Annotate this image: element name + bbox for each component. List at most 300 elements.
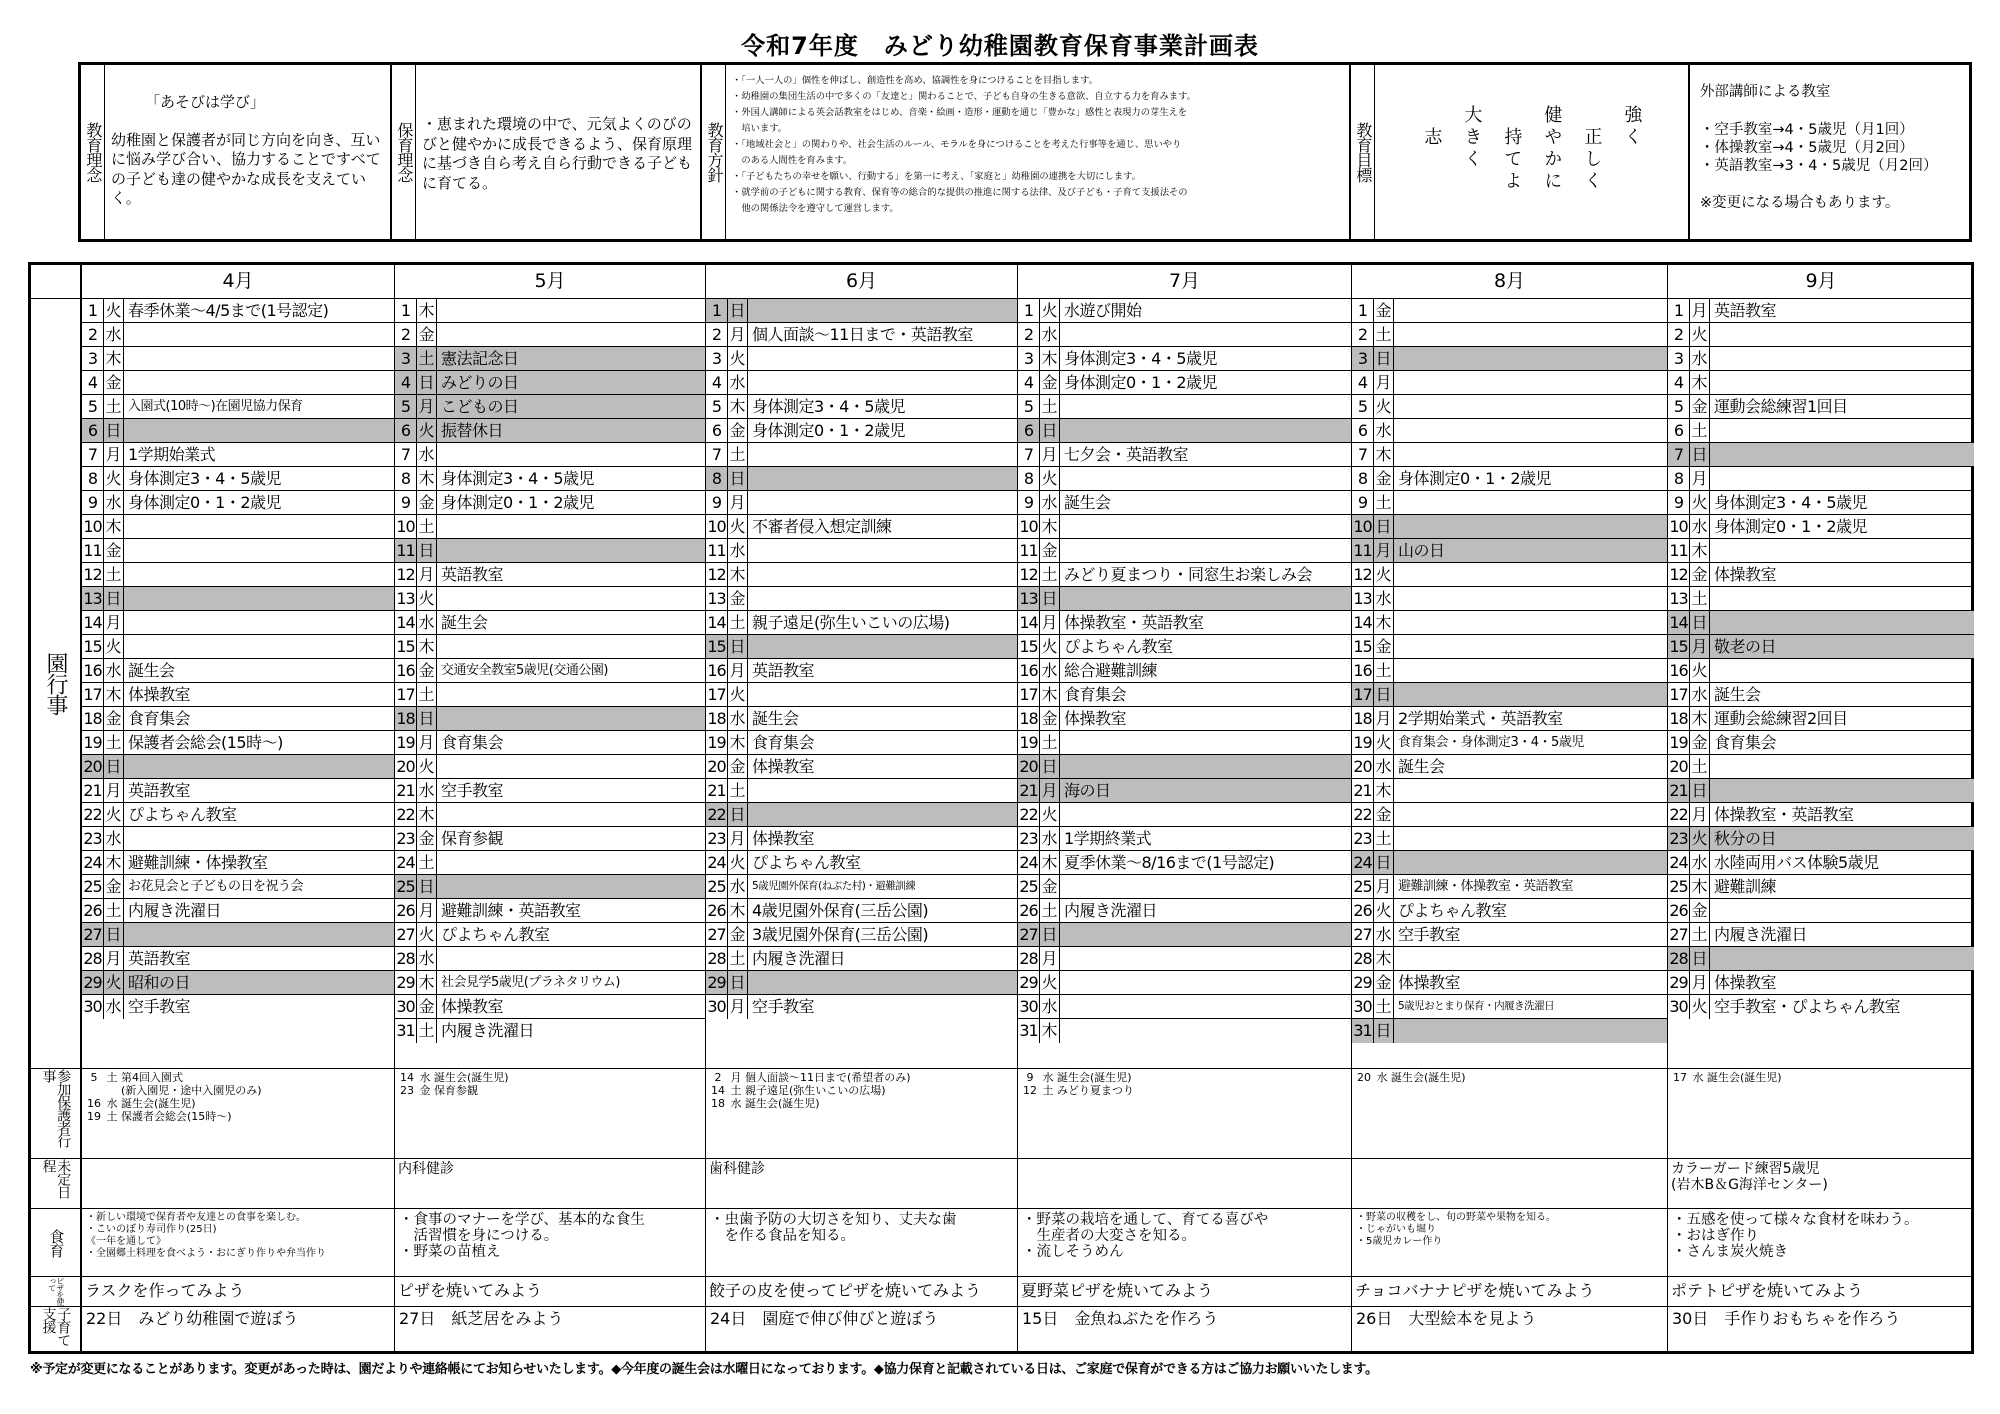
day-event: 空手教室 xyxy=(441,780,504,800)
food-row xyxy=(31,1209,1971,1277)
day-event: 内履き洗濯日 xyxy=(752,948,846,968)
weekday: 火 xyxy=(417,923,437,946)
day-row xyxy=(706,443,1017,467)
day-number: 1 xyxy=(395,299,417,322)
day-number: 26 xyxy=(395,899,417,922)
day-row xyxy=(82,659,394,683)
day-event: 誕生会 xyxy=(1064,492,1111,512)
day-number: 5 xyxy=(1018,395,1040,418)
day-row xyxy=(395,707,705,731)
weekday: 月 xyxy=(1690,803,1710,826)
day-number: 15 xyxy=(82,635,104,658)
parent-event xyxy=(398,1084,702,1097)
day-row xyxy=(1352,707,1667,731)
day-event: 運動会総練習2回目 xyxy=(1714,708,1848,728)
day-row xyxy=(1352,515,1667,539)
weekday: 水 xyxy=(1374,419,1394,442)
parent-event-weekday: 水 xyxy=(730,1097,742,1111)
day-event: 英語教室 xyxy=(128,780,191,800)
weekday: 土 xyxy=(104,899,124,922)
weekday: 月 xyxy=(1374,875,1394,898)
weekday: 金 xyxy=(104,539,124,562)
day-event: 食育集会 xyxy=(1714,732,1777,752)
month-days xyxy=(82,299,395,1069)
weekday: 月 xyxy=(104,443,124,466)
day-row xyxy=(1018,371,1351,395)
weekday: 水 xyxy=(417,779,437,802)
weekday: 月 xyxy=(728,659,748,682)
support-cell: 27日 紙芝居をみよう xyxy=(395,1307,706,1351)
day-row xyxy=(82,323,394,347)
parents-cell xyxy=(1668,1069,1974,1158)
day-event xyxy=(437,947,441,970)
weekday: 日 xyxy=(1374,851,1394,874)
day-row xyxy=(82,827,394,851)
pizza-row xyxy=(31,1277,1971,1307)
day-event xyxy=(1394,611,1398,634)
day-number: 23 xyxy=(706,827,728,850)
day-row xyxy=(706,419,1017,443)
day-number: 20 xyxy=(395,755,417,778)
day-number: 19 xyxy=(1018,731,1040,754)
weekday: 日 xyxy=(728,467,748,490)
support-cell: 26日 大型絵本を見よう xyxy=(1352,1307,1668,1351)
day-number: 8 xyxy=(395,467,417,490)
day-row xyxy=(1668,755,1974,779)
day-number: 3 xyxy=(706,347,728,370)
day-number: 5 xyxy=(82,395,104,418)
day-number: 12 xyxy=(82,563,104,586)
day-event: ぴよちゃん教室 xyxy=(441,924,550,944)
weekday: 月 xyxy=(1374,539,1394,562)
day-number: 21 xyxy=(82,779,104,802)
day-event xyxy=(124,347,128,370)
day-event xyxy=(748,779,752,802)
weekday: 月 xyxy=(728,995,748,1019)
day-number: 25 xyxy=(1668,875,1690,898)
day-row xyxy=(1668,923,1974,947)
weekday: 火 xyxy=(104,971,124,994)
day-number: 18 xyxy=(1668,707,1690,730)
day-number: 9 xyxy=(706,491,728,514)
day-number: 29 xyxy=(1668,971,1690,994)
day-row xyxy=(82,419,394,443)
day-number: 26 xyxy=(1352,899,1374,922)
month-days xyxy=(1018,299,1352,1069)
day-event: 保護者会総会(15時～) xyxy=(128,732,283,752)
day-row xyxy=(1668,947,1974,971)
day-row xyxy=(82,971,394,995)
weekday: 金 xyxy=(728,587,748,610)
day-event: 空手教室 xyxy=(128,996,191,1016)
day-row xyxy=(395,515,705,539)
weekday: 金 xyxy=(417,659,437,682)
day-number: 10 xyxy=(706,515,728,538)
day-event xyxy=(748,803,752,826)
day-event xyxy=(748,347,752,370)
weekday: 金 xyxy=(1040,707,1060,730)
day-number: 8 xyxy=(1668,467,1690,490)
day-number: 7 xyxy=(395,443,417,466)
day-number: 6 xyxy=(1018,419,1040,442)
weekday: 金 xyxy=(1374,803,1394,826)
day-event xyxy=(1710,443,1714,466)
weekday: 水 xyxy=(1374,587,1394,610)
weekday: 火 xyxy=(1374,899,1394,922)
day-number: 24 xyxy=(1668,851,1690,874)
kyoiku-rinen-body: 幼稚園と保護者が同じ方向を向き、互いに悩み学び合い、協力することですべての子ども達の健やかな成長を支えていく。 xyxy=(111,130,381,207)
day-row xyxy=(82,371,394,395)
day-event xyxy=(1710,755,1714,778)
weekday: 木 xyxy=(728,899,748,922)
day-row xyxy=(706,395,1017,419)
day-row xyxy=(706,947,1017,971)
day-row xyxy=(1352,731,1667,755)
day-row xyxy=(395,419,705,443)
day-row xyxy=(1668,395,1974,419)
day-event xyxy=(124,323,128,346)
weekday: 木 xyxy=(1040,515,1060,538)
parent-event-weekday: 水 xyxy=(1692,1071,1704,1085)
weekday: 日 xyxy=(1040,755,1060,778)
day-number: 6 xyxy=(1352,419,1374,442)
day-event xyxy=(124,587,128,610)
weekday: 月 xyxy=(1374,371,1394,394)
hoshin-line: ・就学前の子どもに関する教育、保育等の総合的な提供の推進に関する法律、及び子ども・子育て支援法その xyxy=(732,186,1188,198)
day-number: 18 xyxy=(1018,707,1040,730)
month-days xyxy=(706,299,1018,1069)
weekday: 日 xyxy=(104,587,124,610)
day-number: 13 xyxy=(82,587,104,610)
day-number: 1 xyxy=(1668,299,1690,322)
day-event xyxy=(124,563,128,586)
day-row xyxy=(82,683,394,707)
month-days xyxy=(1668,299,1974,1069)
day-event xyxy=(1394,371,1398,394)
day-event: 内履き洗濯日 xyxy=(441,1020,535,1040)
day-number: 24 xyxy=(1018,851,1040,874)
day-number: 10 xyxy=(395,515,417,538)
weekday: 火 xyxy=(1040,803,1060,826)
day-row xyxy=(1018,443,1351,467)
day-number: 12 xyxy=(1668,563,1690,586)
parent-event-day: 12 xyxy=(1023,1084,1037,1098)
day-row xyxy=(1668,875,1974,899)
day-event: 敬老の日 xyxy=(1714,636,1777,656)
day-row xyxy=(82,347,394,371)
day-row xyxy=(395,611,705,635)
day-number: 25 xyxy=(395,875,417,898)
day-event: 内履き洗濯日 xyxy=(128,900,222,920)
hoiku-rinen-body: ・恵まれた環境の中で、元気よくのびのびと健やかに成長できるよう、保育原理に基づき自ら考え自ら行動できる子どもに育てる。 xyxy=(422,115,693,192)
weekday: 金 xyxy=(417,323,437,346)
weekday: 木 xyxy=(104,347,124,370)
weekday: 木 xyxy=(1040,347,1060,370)
day-event: 身体測定3・4・5歳児 xyxy=(441,468,595,488)
day-row xyxy=(706,539,1017,563)
weekday: 月 xyxy=(104,611,124,634)
day-event xyxy=(1394,323,1398,346)
mite-cell xyxy=(1018,1159,1352,1208)
month-header: 9月 xyxy=(1805,270,1837,292)
day-number: 27 xyxy=(1352,923,1374,946)
day-event: 5歳児おとまり保育・内履き洗濯日 xyxy=(1398,999,1555,1012)
weekday: 月 xyxy=(1690,635,1710,658)
day-number: 20 xyxy=(1668,755,1690,778)
day-event xyxy=(124,827,128,850)
day-row xyxy=(1352,611,1667,635)
day-number: 16 xyxy=(1668,659,1690,682)
day-number: 21 xyxy=(1018,779,1040,802)
day-event: 避難訓練 xyxy=(1714,876,1777,896)
day-number: 4 xyxy=(395,371,417,394)
day-number: 21 xyxy=(706,779,728,802)
day-event xyxy=(1060,587,1064,610)
day-number: 7 xyxy=(1668,443,1690,466)
food-cell: ・新しい環境で保育者や友達との食事を楽しむ。 ・こいのぼり寿司作り(25日) 《一年を通して》 ・全園郷土料理を食べよう・おにぎり作りや弁当作り xyxy=(82,1209,395,1276)
day-row xyxy=(395,803,705,827)
kyoiku-rinen-head: 「あそびは学び」 xyxy=(145,93,266,111)
weekday: 日 xyxy=(728,971,748,994)
day-number: 17 xyxy=(1352,683,1374,706)
day-row xyxy=(1018,611,1351,635)
day-number: 17 xyxy=(1018,683,1040,706)
weekday: 金 xyxy=(104,707,124,730)
day-row xyxy=(706,731,1017,755)
day-event: 食育集会 xyxy=(441,732,504,752)
day-event xyxy=(124,419,128,442)
weekday: 水 xyxy=(728,539,748,562)
day-event: 身体測定3・4・5歳児 xyxy=(752,396,906,416)
parents-cell xyxy=(82,1069,395,1158)
weekday: 木 xyxy=(417,635,437,658)
parent-event-text: 保育参観 xyxy=(434,1084,478,1098)
parents-cell xyxy=(1352,1069,1668,1158)
weekday: 金 xyxy=(728,419,748,442)
weekday: 火 xyxy=(1374,563,1394,586)
day-row xyxy=(1352,323,1667,347)
day-number: 30 xyxy=(82,995,104,1019)
weekday: 木 xyxy=(104,515,124,538)
day-number: 3 xyxy=(395,347,417,370)
day-event: お花見会と子どもの日を祝う会 xyxy=(128,878,304,894)
goal-text: 大きく xyxy=(1461,105,1483,171)
food-label: 食育 xyxy=(47,1228,66,1257)
day-event: 身体測定0・1・2歳児 xyxy=(128,492,282,512)
parent-event-day: 19 xyxy=(87,1110,101,1124)
day-event: 保育参観 xyxy=(441,828,504,848)
day-event xyxy=(1394,827,1398,850)
day-number: 6 xyxy=(706,419,728,442)
day-number: 5 xyxy=(1668,395,1690,418)
day-number: 16 xyxy=(395,659,417,682)
day-row xyxy=(82,779,394,803)
weekday: 土 xyxy=(104,395,124,418)
day-row xyxy=(395,299,705,323)
day-event: 食育集会 xyxy=(752,732,815,752)
day-event xyxy=(1710,947,1714,970)
weekday: 水 xyxy=(417,443,437,466)
day-number: 5 xyxy=(1352,395,1374,418)
weekday: 月 xyxy=(417,563,437,586)
weekday: 木 xyxy=(417,971,437,994)
food-cell: ・野菜の収穫をし、旬の野菜や果物を知る。 ・じゃがいも堀り ・5歳児カレー作り xyxy=(1352,1209,1668,1276)
day-event xyxy=(1394,443,1398,466)
day-number: 31 xyxy=(1018,1019,1040,1043)
day-event: 秋分の日 xyxy=(1714,828,1777,848)
day-number: 27 xyxy=(706,923,728,946)
month-header: 5月 xyxy=(395,265,706,298)
goal-text: 正しく xyxy=(1581,127,1603,193)
day-row xyxy=(706,923,1017,947)
day-row xyxy=(1668,419,1974,443)
day-number: 19 xyxy=(1668,731,1690,754)
parent-event-day: 14 xyxy=(400,1071,414,1085)
day-event xyxy=(1060,323,1064,346)
day-row xyxy=(1668,971,1974,995)
day-event: 身体測定3・4・5歳児 xyxy=(128,468,282,488)
parents-cell xyxy=(1018,1069,1352,1158)
day-row xyxy=(1352,371,1667,395)
kyoiku-hoshin-label: 教育方針 xyxy=(702,65,726,239)
parent-event-weekday: 月 xyxy=(730,1071,742,1085)
weekday: 月 xyxy=(1040,443,1060,466)
day-number: 12 xyxy=(1018,563,1040,586)
day-number: 19 xyxy=(82,731,104,754)
day-number: 27 xyxy=(82,923,104,946)
day-event: 運動会総練習1回目 xyxy=(1714,396,1848,416)
parent-event xyxy=(398,1071,702,1084)
weekday: 土 xyxy=(1690,419,1710,442)
day-event xyxy=(1060,467,1064,490)
day-event xyxy=(1394,563,1398,586)
day-row xyxy=(1018,779,1351,803)
day-number: 30 xyxy=(706,995,728,1019)
day-event: 水遊び開始 xyxy=(1064,300,1142,320)
day-row xyxy=(395,1019,705,1043)
day-row xyxy=(1018,707,1351,731)
day-event xyxy=(437,803,441,826)
parent-event xyxy=(1671,1071,1971,1084)
day-event: 昭和の日 xyxy=(128,972,191,992)
day-row xyxy=(706,803,1017,827)
day-row xyxy=(706,971,1017,995)
weekday: 木 xyxy=(1690,539,1710,562)
weekday: 月 xyxy=(1690,467,1710,490)
day-number: 29 xyxy=(706,971,728,994)
day-row xyxy=(82,395,394,419)
day-event: ぴよちゃん教室 xyxy=(128,804,237,824)
weekday: 火 xyxy=(1040,299,1060,322)
day-number: 14 xyxy=(706,611,728,634)
day-number: 6 xyxy=(82,419,104,442)
day-number: 17 xyxy=(706,683,728,706)
day-row xyxy=(1018,467,1351,491)
day-number: 14 xyxy=(1352,611,1374,634)
day-event: 身体測定0・1・2歳児 xyxy=(1398,468,1552,488)
day-row xyxy=(1668,899,1974,923)
day-number: 31 xyxy=(395,1019,417,1043)
day-row xyxy=(1668,491,1974,515)
weekday: 土 xyxy=(104,563,124,586)
support-cell: 30日 手作りおもちゃを作ろう xyxy=(1672,1309,1901,1329)
day-event: 英語教室 xyxy=(441,564,504,584)
day-row xyxy=(706,563,1017,587)
day-number: 25 xyxy=(1018,875,1040,898)
day-number: 26 xyxy=(1018,899,1040,922)
day-number: 18 xyxy=(706,707,728,730)
month-header: 7月 xyxy=(1018,265,1352,298)
day-number: 4 xyxy=(1668,371,1690,394)
weekday: 水 xyxy=(1040,827,1060,850)
events-row xyxy=(31,299,1971,1070)
day-number: 11 xyxy=(1018,539,1040,562)
day-event: 社会見学5歳児(プラネタリウム) xyxy=(441,974,620,990)
day-row xyxy=(1352,467,1667,491)
hoshin-line: 培います。 xyxy=(732,122,788,134)
food-cell: ・野菜の栽培を通して、育てる喜びや 生産者の大変さを知る。 ・流しそうめん xyxy=(1018,1209,1352,1276)
day-event xyxy=(437,875,441,898)
day-row xyxy=(1018,539,1351,563)
parent-event-day: 14 xyxy=(711,1084,725,1098)
weekday: 木 xyxy=(1040,1019,1060,1043)
day-event xyxy=(124,755,128,778)
day-row xyxy=(395,683,705,707)
day-event: 体操教室・英語教室 xyxy=(1714,804,1854,824)
day-number: 3 xyxy=(82,347,104,370)
day-row xyxy=(1018,995,1351,1019)
day-number: 23 xyxy=(1018,827,1040,850)
day-event: 水陸両用バス体験5歳児 xyxy=(1714,852,1879,872)
day-event xyxy=(124,611,128,634)
weekday: 月 xyxy=(104,779,124,802)
goal-text: 強く xyxy=(1621,105,1643,149)
day-event xyxy=(1060,731,1064,754)
hoshin-line: ・「一人一人の」個性を伸ばし、創造性を高め、協調性を身につけることを目指します。 xyxy=(732,75,1098,86)
day-event xyxy=(124,923,128,946)
day-row xyxy=(1018,395,1351,419)
weekday: 金 xyxy=(728,755,748,778)
weekday: 木 xyxy=(728,395,748,418)
day-row xyxy=(395,323,705,347)
parent-event xyxy=(85,1071,391,1097)
hoshin-line: ・「地域社会と」の関わりや、社会生活のルール、モラルを身につけることを考えた行事等を通じ、思いやり xyxy=(732,138,1182,150)
weekday: 土 xyxy=(1040,563,1060,586)
day-number: 13 xyxy=(1018,587,1040,610)
weekday: 火 xyxy=(1374,731,1394,754)
support-row xyxy=(31,1307,1971,1351)
day-row xyxy=(395,995,705,1019)
food-cell: ・五感を使って様々な食材を味わう。 ・おはぎ作り ・さんま炭火焼き xyxy=(1672,1212,1919,1261)
weekday: 月 xyxy=(417,731,437,754)
day-number: 30 xyxy=(395,995,417,1018)
weekday: 木 xyxy=(104,851,124,874)
day-number: 29 xyxy=(1352,971,1374,994)
weekday: 水 xyxy=(417,611,437,634)
weekday: 土 xyxy=(728,443,748,466)
day-row xyxy=(395,851,705,875)
day-number: 26 xyxy=(82,899,104,922)
weekday: 木 xyxy=(1040,683,1060,706)
day-event xyxy=(1710,323,1714,346)
weekday: 火 xyxy=(417,419,437,442)
day-number: 18 xyxy=(82,707,104,730)
weekday: 日 xyxy=(1040,587,1060,610)
weekday: 月 xyxy=(1690,971,1710,994)
day-row xyxy=(1668,539,1974,563)
day-event xyxy=(1394,659,1398,682)
day-row xyxy=(1352,971,1667,995)
